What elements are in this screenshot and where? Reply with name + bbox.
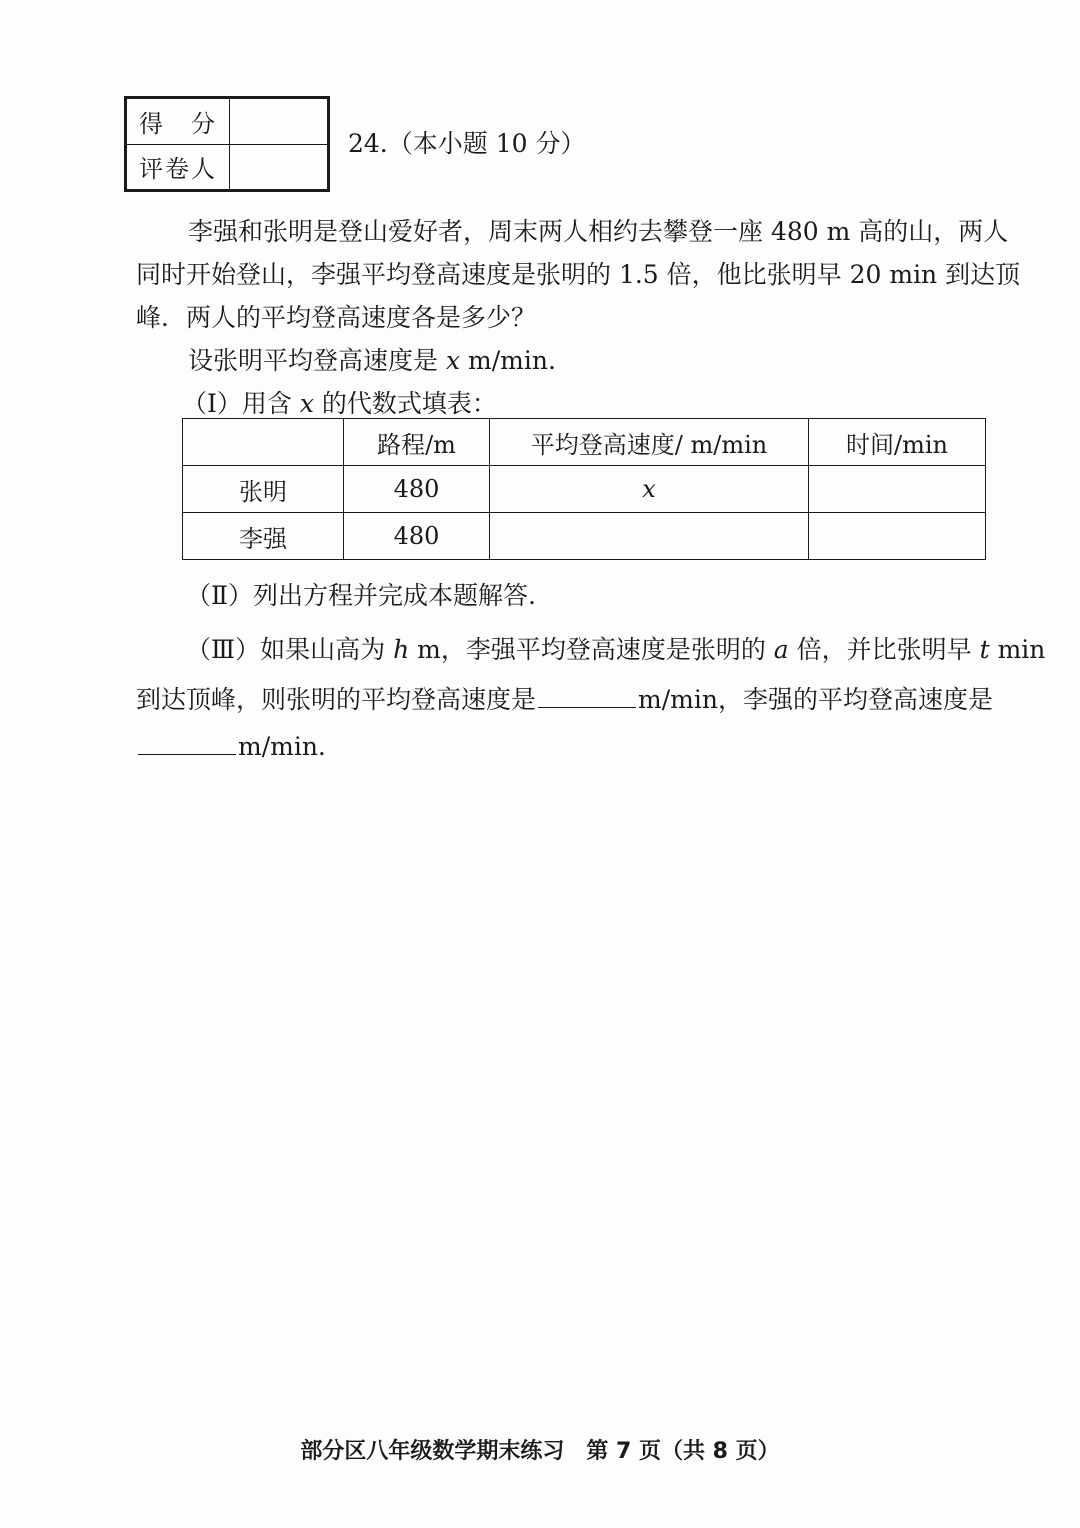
speed-table <box>182 418 986 560</box>
row-speed <box>490 466 809 513</box>
part-3-line-3 <box>136 730 326 761</box>
grader-cell <box>230 144 328 190</box>
row-time <box>809 513 986 560</box>
assume-suffix: m/min. <box>460 346 556 375</box>
table-row <box>183 513 986 560</box>
score-cell <box>230 99 328 145</box>
part-3-line-2 <box>136 680 993 716</box>
part1-var: x <box>299 389 314 418</box>
row-distance: 480 <box>344 466 490 513</box>
table-header-distance: 路程/m <box>344 419 490 466</box>
problem-line-2: 同时开始登山，李强平均登高速度是张明的 1.5 倍，他比张明早 20 min 到达顶 <box>136 260 1021 289</box>
problem-line-3: 峰．两人的平均登高速度各是多少？ <box>136 303 537 332</box>
row-distance: 480 <box>344 513 490 560</box>
problem-line-1: 李强和张明是登山爱好者，周末两人相约去攀登一座 480 m 高的山，两人 <box>188 217 1009 246</box>
table-header-speed: 平均登高速度/ m/min <box>490 419 809 466</box>
part1-prefix: （Ⅰ）用含 <box>182 389 300 418</box>
table-header-row <box>183 419 986 466</box>
part-3-line-1 <box>186 630 1045 666</box>
score-label: 得 分 <box>127 99 230 145</box>
row-time <box>809 466 986 513</box>
part3-d: min <box>989 635 1046 664</box>
part3-line2-b: m/min，李强的平均登高速度是 <box>638 685 993 714</box>
part1-suffix: 的代数式填表： <box>313 389 497 418</box>
part3-t: t <box>979 635 990 664</box>
assume-prefix: 设张明平均登高速度是 <box>188 346 446 375</box>
part3-a-var: a <box>773 635 789 664</box>
part-2-instruction: （Ⅱ）列出方程并完成本题解答. <box>186 581 536 610</box>
part-1-instruction <box>182 384 497 420</box>
part3-a: （Ⅲ）如果山高为 <box>186 635 394 664</box>
row-name: 张明 <box>183 466 344 513</box>
table-header-empty <box>183 419 344 466</box>
answer-blank-liqiang[interactable] <box>138 730 236 755</box>
table-row <box>183 466 986 513</box>
table-header-time: 时间/min <box>809 419 986 466</box>
answer-blank-zhangming[interactable] <box>538 683 636 708</box>
part3-h: h <box>393 635 410 664</box>
row-speed <box>490 513 809 560</box>
part3-line2-a: 到达顶峰，则张明的平均登高速度是 <box>136 685 537 714</box>
grader-label: 评卷人 <box>127 144 230 190</box>
assume-var: x <box>445 346 461 375</box>
question-header: 24.（本小题 10 分） <box>348 129 586 158</box>
part3-b: m，李强平均登高速度是张明的 <box>409 635 774 664</box>
part3-line3: m/min. <box>238 732 326 761</box>
assumption-line <box>188 341 556 377</box>
part3-c: 倍，并比张明早 <box>788 635 980 664</box>
score-box <box>124 96 330 192</box>
page-footer: 部分区八年级数学期末练习 第 7 页（共 8 页） <box>300 1439 780 1464</box>
row-speed-value: x <box>642 475 656 503</box>
row-name: 李强 <box>183 513 344 560</box>
